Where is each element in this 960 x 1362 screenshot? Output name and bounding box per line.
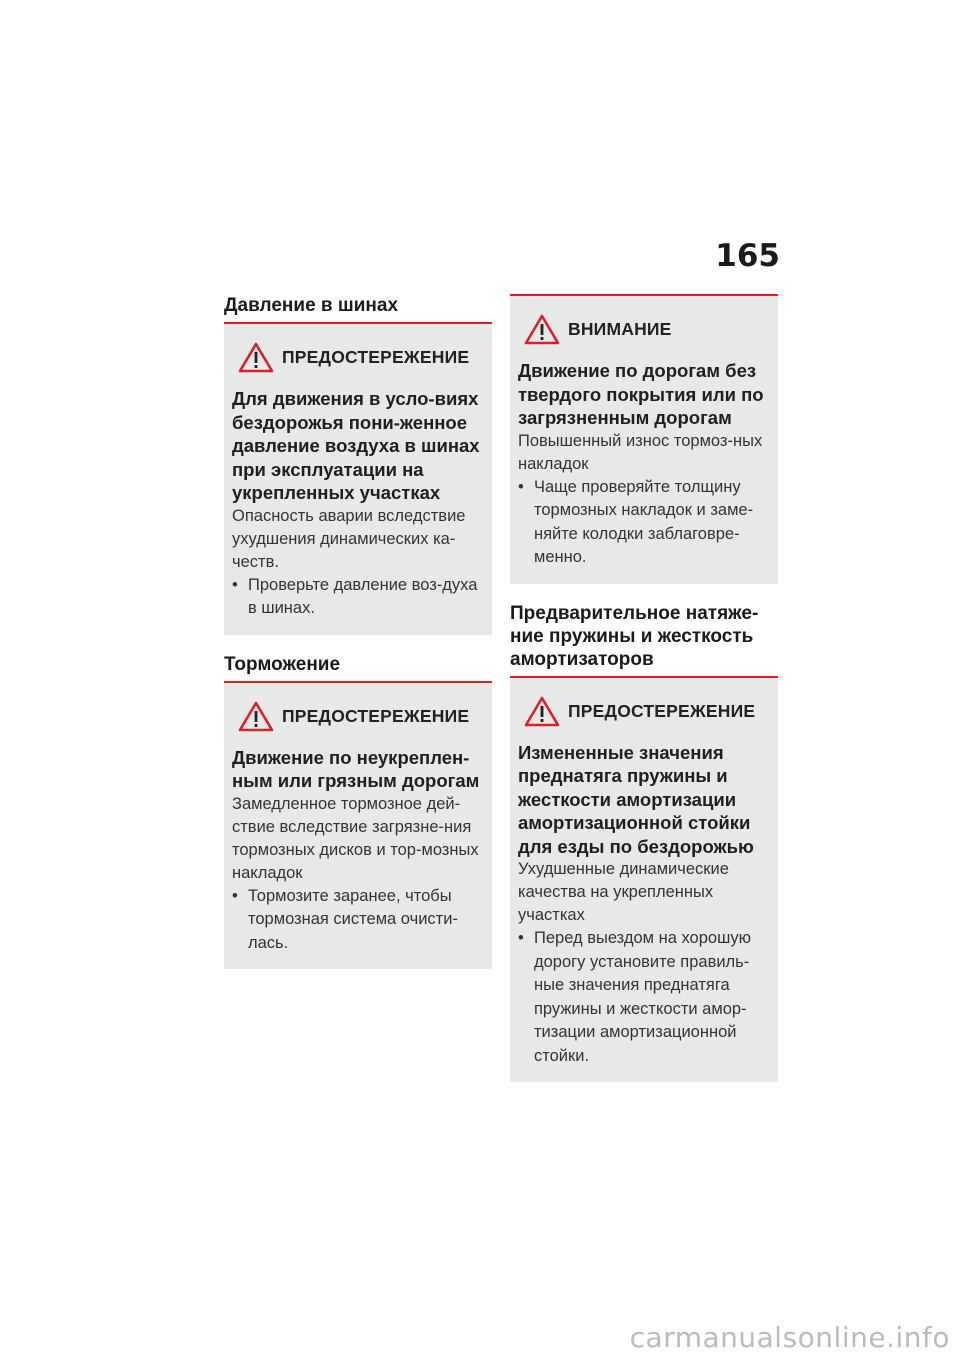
- warning-label: ПРЕДОСТЕРЕЖЕНИЕ: [282, 347, 470, 367]
- warning-label: ПРЕДОСТЕРЕЖЕНИЕ: [568, 700, 756, 721]
- left-column: [224, 288, 492, 969]
- warning-text: Опасность аварии вследствие ухудшения динамических ка-честв.: [232, 506, 466, 571]
- warning-bullet: • Проверьте давление воз-духа в шинах.: [232, 574, 484, 621]
- attention-bullet: • Чаще проверяйте толщину тормозных накладок и заме-няйте колодки заблаговре-менно.: [518, 476, 770, 570]
- warning-title: Движение по неукреплен-ным или грязным дорогам: [232, 746, 480, 791]
- warning-triangle-icon: [238, 342, 274, 373]
- footer-watermark: carmanualsonline.info: [629, 1321, 950, 1354]
- page-number: 165: [715, 238, 780, 274]
- section-title-braking: Торможение: [224, 653, 492, 683]
- warning-bullet: • Тормозите заранее, чтобы тормозная система очисти-лась.: [232, 885, 484, 956]
- warning-header: [232, 701, 484, 732]
- attention-header: [518, 314, 770, 345]
- warning-bullet: • Перед выездом на хорошую дорогу установите правиль-ные значения преднатяга пружины и жесткости амор-тизации амортизационной стойки.: [518, 927, 770, 1068]
- warning-box-tire-pressure: [224, 324, 492, 635]
- attention-box-brakes: [510, 296, 778, 584]
- section-title-spring-preload: Предварительное натяже-ние пружины и жесткость амортизаторов: [510, 602, 778, 678]
- warning-text: Ухудшенные динамические качества на укрепленных участках: [518, 860, 729, 924]
- warning-title: Для движения в усло-виях бездорожья пони-женное давление воздуха в шинах при эксплуатации на укрепленных участках: [232, 388, 480, 503]
- warning-header: [518, 696, 770, 727]
- attention-text: Повышенный износ тормоз-ных накладок: [518, 431, 763, 473]
- warning-header: [232, 342, 484, 373]
- warning-label: ПРЕДОСТЕРЕЖЕНИЕ: [282, 705, 470, 726]
- warning-triangle-icon: [524, 314, 560, 345]
- warning-triangle-icon: [524, 696, 560, 727]
- attention-title: Движение по дорогам без твердого покрытия или по загрязненным дорогам: [518, 360, 764, 428]
- warning-text: Замедленное тормозное дей-ствие вследствие загрязне-ния тормозных дисков и тор-мозных накладок: [232, 794, 479, 882]
- attention-label: ВНИМАНИЕ: [568, 319, 672, 339]
- warning-triangle-icon: [238, 701, 274, 732]
- warning-box-braking: [224, 683, 492, 970]
- section-title-tire-pressure: Давление в шинах: [224, 288, 492, 324]
- warning-box-spring-preload: [510, 678, 778, 1083]
- warning-title: Измененные значения преднатяга пружины и жесткости амортизации амортизационной стойки для езды по бездорожью: [518, 741, 754, 857]
- right-column: [510, 294, 778, 1082]
